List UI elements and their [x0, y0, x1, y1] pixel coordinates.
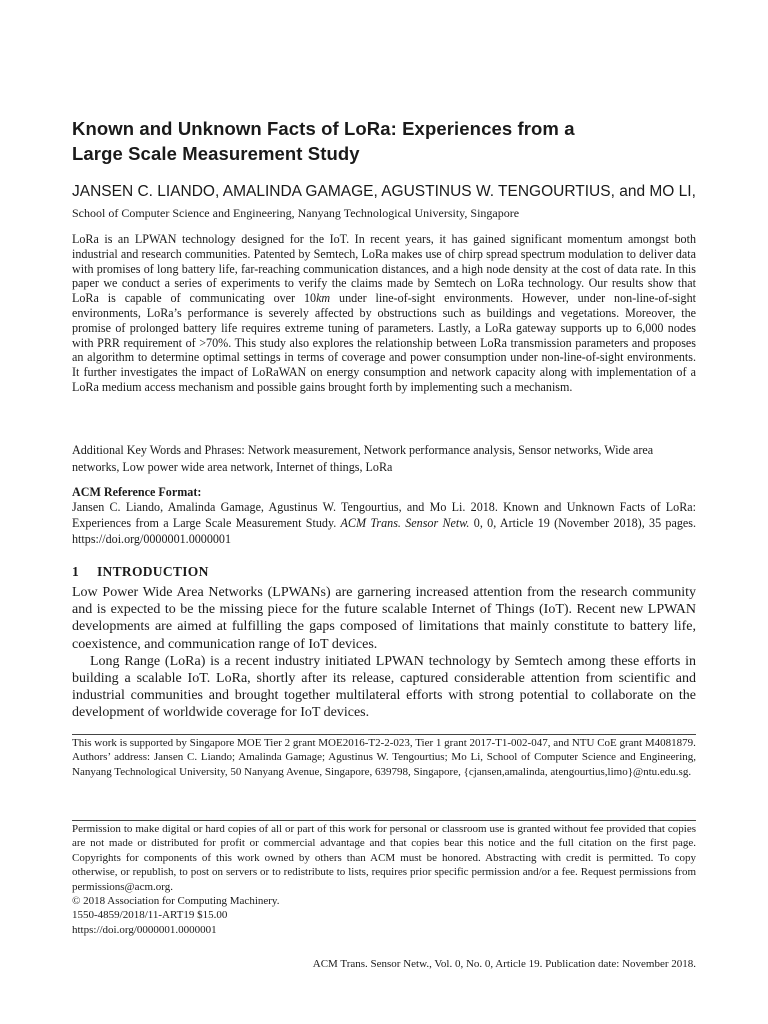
- permission-notice: Permission to make digital or hard copies of all or part of this work for personal or classroom use is granted without fee provided that copies are not made or distributed for profit or commercial advantage and that copies bear this notice and the full citation on the first page. Copyrights for components of this work owned by others than ACM must be honored. Abstracting with credit is permitted. To copy otherwise, or republish, to post on servers or to redistribute to lists, requires prior specific permission and/or a fee. Request permissions from permissions@acm.org.: [72, 823, 696, 893]
- permission-block: [72, 822, 696, 937]
- section-title: INTRODUCTION: [97, 564, 209, 579]
- section-number: 1: [72, 564, 80, 579]
- issn-line: 1550-4859/2018/11-ART19 $15.00: [72, 909, 228, 922]
- introduction-body: [72, 584, 696, 722]
- permission-divider: [72, 820, 696, 821]
- author-names: JANSEN C. LIANDO, AMALINDA GAMAGE, AGUSTINUS W. TENGOURTIUS, and MO LI,: [72, 183, 696, 200]
- footnote-divider: [72, 734, 696, 735]
- intro-paragraph-1: Low Power Wide Area Networks (LPWANs) are garnering increased attention from the research community and is expected to be the missing piece for the future scalable Internet of Things (IoT). Recent new LPWAN developments are aimed at fulfilling the gaps composed of limitations that mainly constitute to battery life, coexistence, and communication range of IoT devices.: [72, 585, 696, 652]
- abstract-unit: km: [316, 291, 331, 306]
- abstract-text-a: LoRa is an LPWAN technology designed for the IoT. In recent years, it has gained significant momentum amongst both industrial and research communities. Patented by Semtech, LoRa makes use of chirp spread spectrum modulation to deliver data with promises of long battery life, far-reaching communication distances, and a high node density at the cost of data rate. In this paper we conduct a series of experiments to verify the claims made by Semtech on LoRa technology. Our results show that LoRa is capable of communicating over 10: [72, 232, 696, 306]
- reference-text-a: Jansen C. Liando, Amalinda Gamage, Agustinus W. Tengourtius, and Mo Li. 2018. Known and Unknown Facts of LoRa: Experiences from a Large Scale Measurement Study.: [72, 500, 696, 530]
- doi-line: https://doi.org/0000001.0000001: [72, 923, 217, 936]
- reference-journal: ACM Trans. Sensor Netw.: [340, 515, 470, 530]
- funding-note: This work is supported by Singapore MOE Tier 2 grant MOE2016-T2-2-023, Tier 1 grant 2017-T1-002-047, and NTU CoE grant M4081879.: [72, 737, 696, 749]
- title-line-1: Known and Unknown Facts of LoRa: Experiences from a: [72, 118, 575, 139]
- running-footer: ACM Trans. Sensor Netw., Vol. 0, No. 0, Article 19. Publication date: November 2018.: [312, 958, 696, 970]
- abstract-text-b: under line-of-sight environments. However, under non-line-of-sight environments, LoRa’s performance is severely affected by obstructions such as buildings and vegetations. Moreover, the promise of prolonged battery life requires extreme tuning of parameters. Lastly, a LoRa gateway supports up to 6,000 nodes with PRR requirement of >70%. This study also explores the relationship between LoRa transmission parameters and proposes an algorithm to determine optimal settings in terms of coverage and power consumption under non-line-of-sight environments. It further investigates the impact of LoRaWAN on energy consumption and network capacity along with implementation of a LoRa medium access mechanism and possible gains brought forth by implementing such a mechanism.: [72, 291, 697, 394]
- copyright-notice: © 2018 Association for Computing Machinery.: [72, 895, 280, 908]
- reference-format: [72, 500, 696, 547]
- title-line-2: Large Scale Measurement Study: [72, 143, 360, 164]
- section-heading-introduction: [72, 564, 209, 580]
- footnotes: [72, 736, 696, 779]
- reference-format-heading: ACM Reference Format:: [72, 485, 202, 499]
- reference-text-b: 0, 0, Article 19 (November 2018), 35 pages. https://doi.org/0000001.0000001: [72, 515, 696, 546]
- intro-paragraph-2: Long Range (LoRa) is a recent industry initiated LPWAN technology by Semtech among these efforts in building a scalable IoT. LoRa, shortly after its release, captured considerable attention from scientific and industrial communities and brought together multilateral efforts with strong potential to collaborate on the development of worldwide coverage for IoT devices.: [72, 653, 696, 721]
- authors-address: Authors’ address: Jansen C. Liando; Amalinda Gamage; Agustinus W. Tengourtius; Mo Li, School of Computer Science and Engineering, Nanyang Technological University, 50 Nanyang Avenue, Singapore, 639798, Singapore, {cjansen,amalinda, atengourtius,limo}@ntu.edu.sg.: [72, 751, 696, 778]
- paper-page: [72, 0, 696, 1024]
- abstract: [72, 232, 696, 395]
- author-affiliation: School of Computer Science and Engineering, Nanyang Technological University, Singapore: [72, 206, 520, 220]
- author-block: [72, 181, 696, 224]
- paper-title: [72, 116, 696, 166]
- keywords: Additional Key Words and Phrases: Network measurement, Network performance analysis, Sensor networks, Wide area networks, Low power wide area network, Internet of things, LoRa: [72, 443, 654, 474]
